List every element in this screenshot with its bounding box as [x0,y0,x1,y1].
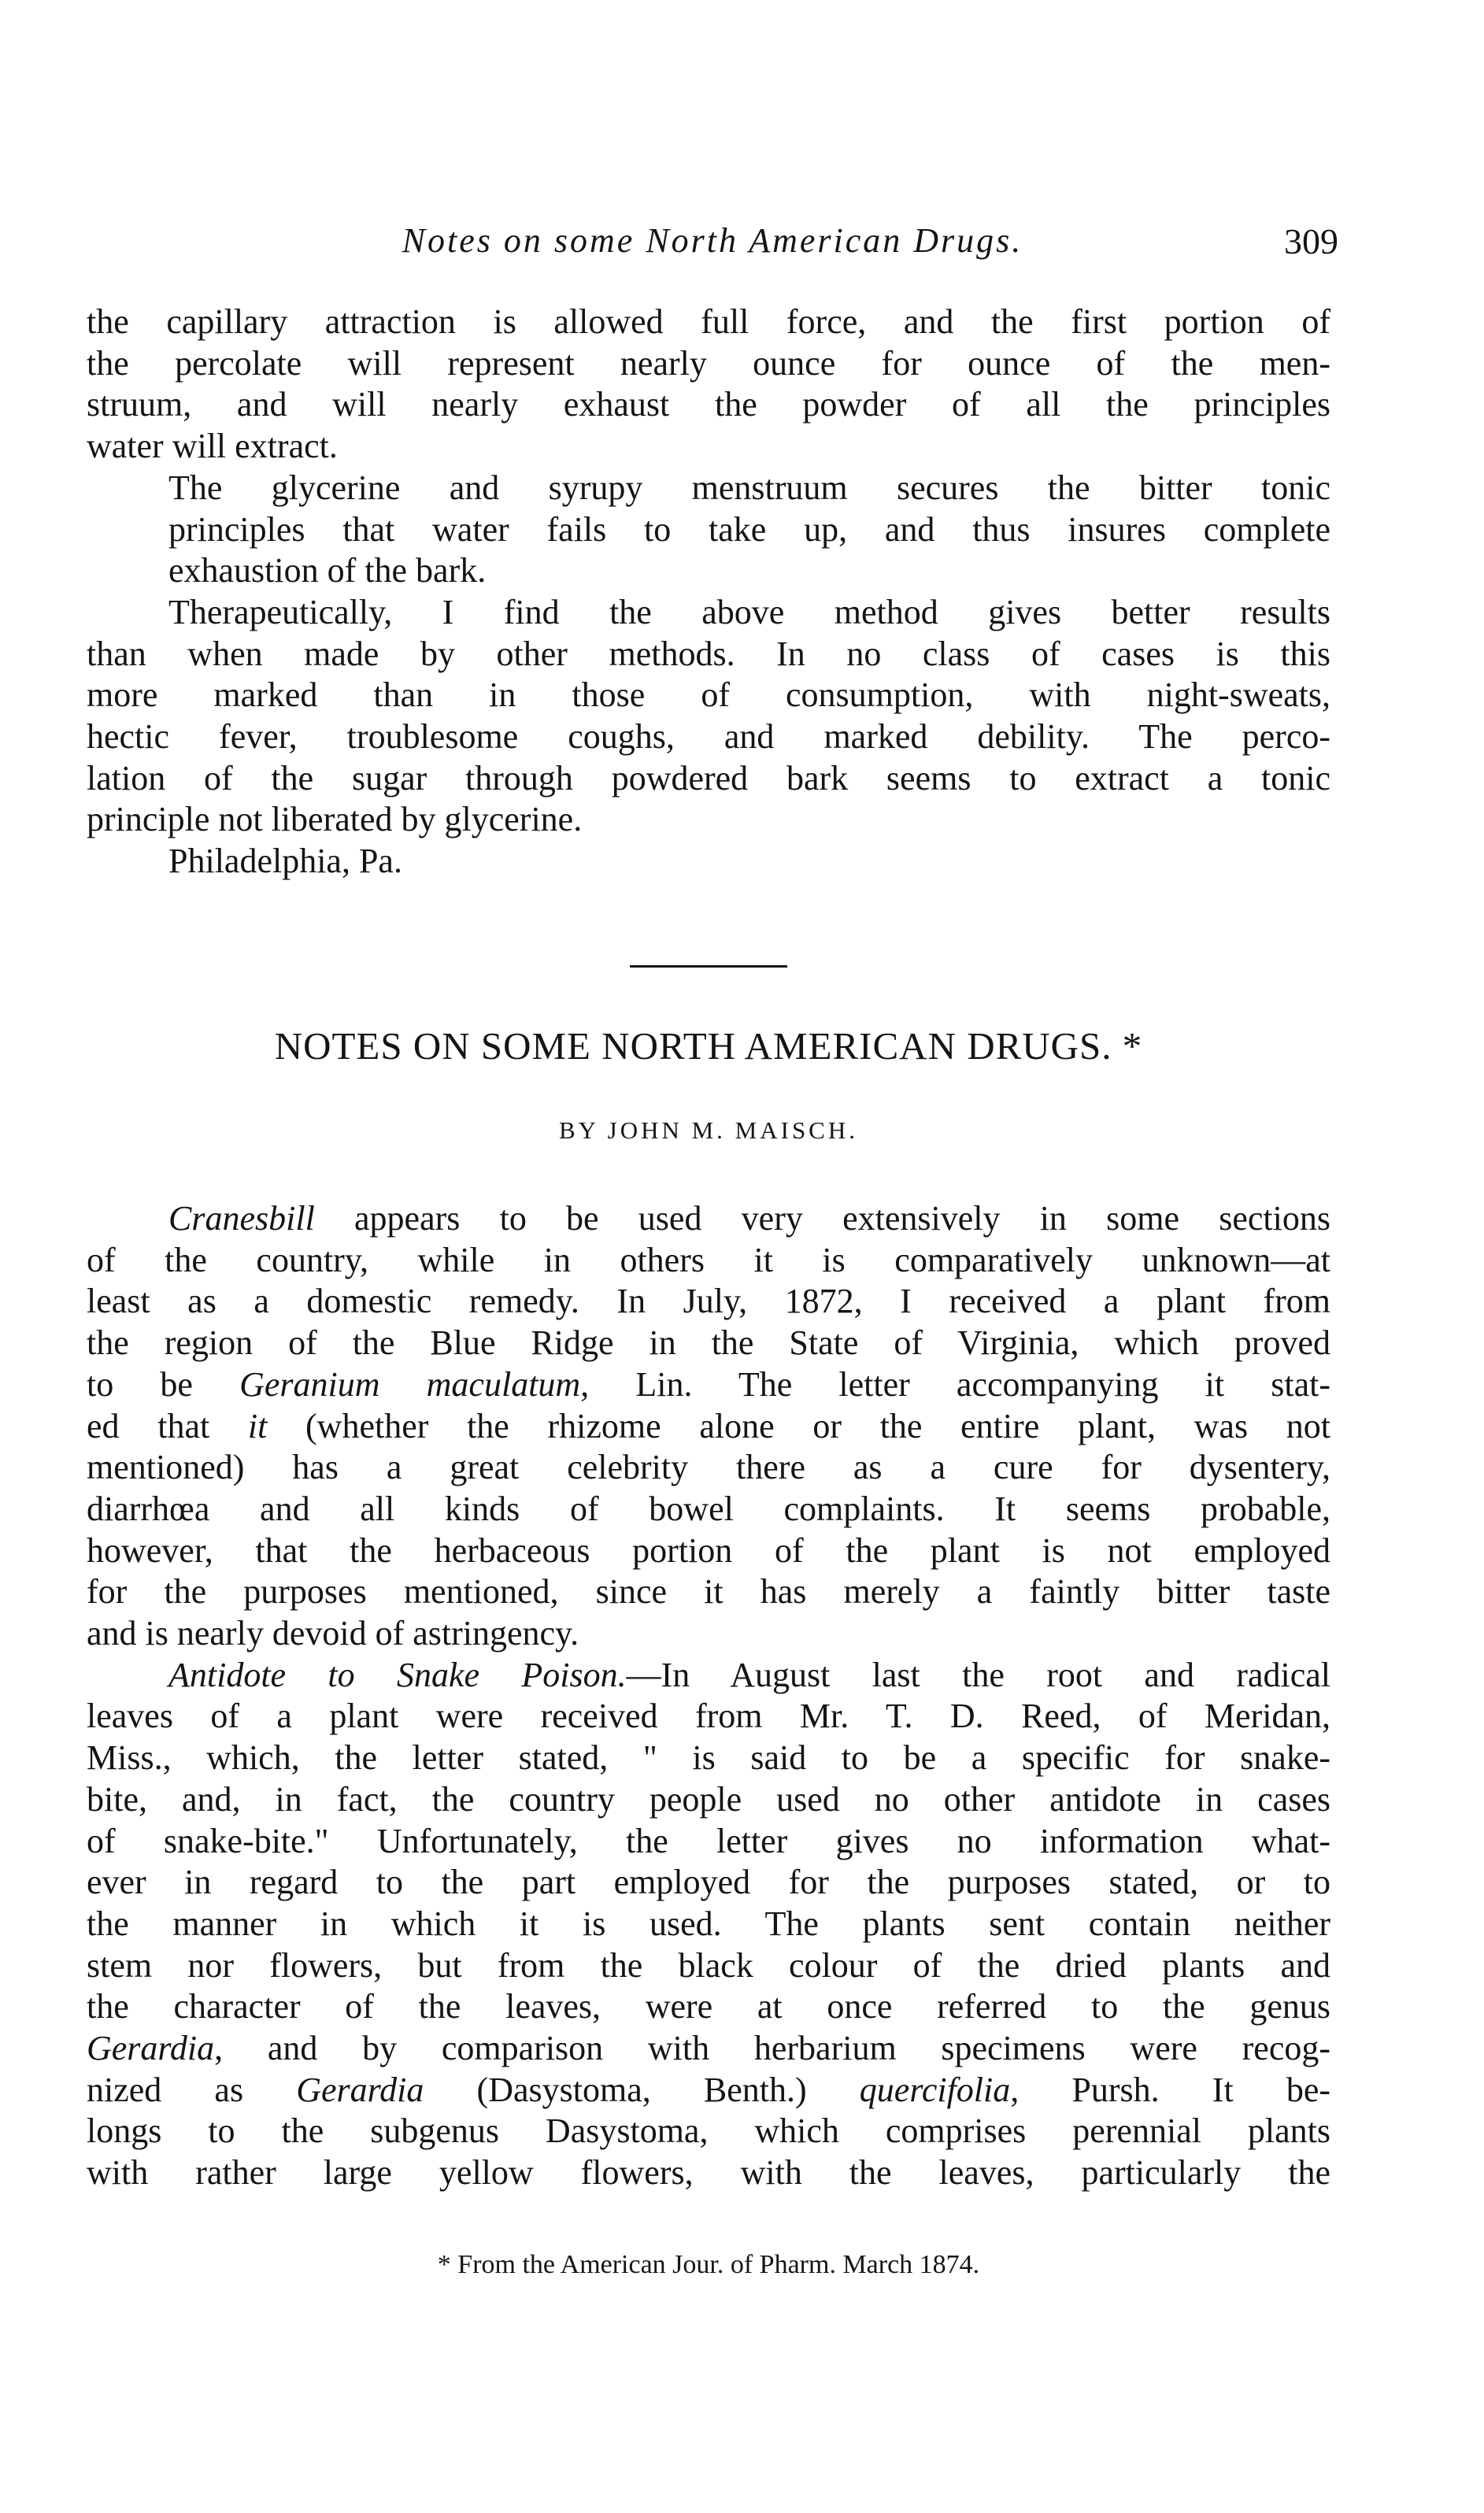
text-line: principles that water fails to take up, and thus insures complete [168,509,1330,549]
paragraph [87,841,1330,883]
text-line: and is nearly devoid of astringency. [87,1614,579,1653]
text-line: bite, and, in fact, the country people used no other antidote in cases [87,1779,1330,1819]
text-line: the character of the leaves, were at once referred to the genus [87,1987,1330,2026]
text-line: Miss., which, the letter stated, " is said to be a specific for snake- [87,1738,1330,1778]
text-line: leaves of a plant were received from Mr. T. D. Reed, of Meridan, [87,1697,1330,1736]
previous-article-text [87,302,1330,883]
text-line: least as a domestic remedy. In July, 1872, I received a plant from [87,1282,1330,1321]
text-line: hectic fever, troublesome coughs, and marked debility. The perco- [87,717,1330,757]
paragraph [87,592,1330,841]
text-line: to be Geranium maculatum, Lin. The letter accompanying it stat- [87,1364,1330,1404]
running-head: Notes on some North American Drugs. [402,221,1023,260]
footnote: * From the American Jour. of Pharm. March 1874. [437,2250,980,2279]
paragraph [87,302,1330,468]
author-byline: BY JOHN M. MAISCH. [558,1116,859,1144]
text-line: principle not liberated by glycerine. [87,800,583,839]
section-divider [630,965,787,968]
text-line: diarrhœa and all kinds of bowel complaints. It seems probable, [87,1489,1330,1528]
text-line: struum, and will nearly exhaust the powder of all the principles [87,385,1330,424]
italic-term: Geranium maculatum [239,1364,581,1404]
italic-term: Cranesbill [168,1199,315,1238]
italic-term: Gerardia [87,2029,215,2068]
text-line: water will extract. [87,427,338,466]
article-body [87,1198,1330,2194]
paragraph [87,468,1330,592]
italic-term: it [247,1406,268,1445]
text-line: of snake-bite." Unfortunately, the letter gives no information what- [87,1821,1330,1860]
text-line: the percolate will represent nearly ounce for ounce of the men- [87,343,1330,383]
paragraph-snake-antidote [87,1655,1330,2194]
text-line: with rather large yellow flowers, with the leaves, particularly the [87,2153,1330,2193]
text-line: nized as Gerardia (Dasystoma, Benth.) quercifolia, Pursh. It be- [87,2070,1330,2109]
signoff-location: Philadelphia, Pa. [168,842,402,881]
text-line: the region of the Blue Ridge in the State of Virginia, which proved [87,1323,1330,1363]
italic-term: quercifolia [859,2070,1011,2109]
text-line: longs to the subgenus Dasystoma, which comprises perennial plants [87,2111,1330,2151]
text-line: Cranesbill appears to be used very extensively in some sections [168,1199,1330,1238]
text-line: mentioned) has a great celebrity there as a cure for dysentery, [87,1448,1330,1487]
text-line: more marked than in those of consumption, with night-sweats, [87,675,1330,715]
text-line: The glycerine and syrupy menstruum secures the bitter tonic [168,468,1330,507]
text-line: Antidote to Snake Poison.—In August last the root and radical [168,1655,1330,1694]
text-line: however, that the herbaceous portion of the plant is not employed [87,1530,1330,1570]
text-line: than when made by other methods. In no class of cases is this [87,634,1330,673]
text-line: Gerardia, and by comparison with herbarium specimens were recog- [87,2029,1330,2068]
italic-heading: Antidote to Snake Poison. [168,1655,627,1694]
italic-term: Gerardia [296,2070,424,2109]
article-title: NOTES ON SOME NORTH AMERICAN DRUGS. * [274,1024,1143,1068]
text-line: exhaustion of the bark. [168,551,487,590]
paragraph-cranesbill [87,1198,1330,1655]
text-line: lation of the sugar through powdered bark seems to extract a tonic [87,758,1330,798]
text-line: ever in regard to the part employed for the purposes stated, or to [87,1863,1330,1902]
text-line: ed that it (whether the rhizome alone or the entire plant, was not [87,1406,1330,1445]
text-line: the capillary attraction is allowed full force, and the first portion of [87,302,1330,341]
text-line: stem nor flowers, but from the black colour of the dried plants and [87,1945,1330,1985]
page-number: 309 [1284,221,1338,261]
text-line: of the country, while in others it is comparatively unknown—at [87,1240,1330,1279]
text-line: the manner in which it is used. The plants sent contain neither [87,1904,1330,1943]
text-line: Therapeutically, I find the above method gives better results [168,592,1330,631]
text-line: for the purposes mentioned, since it has merely a faintly bitter taste [87,1572,1330,1612]
